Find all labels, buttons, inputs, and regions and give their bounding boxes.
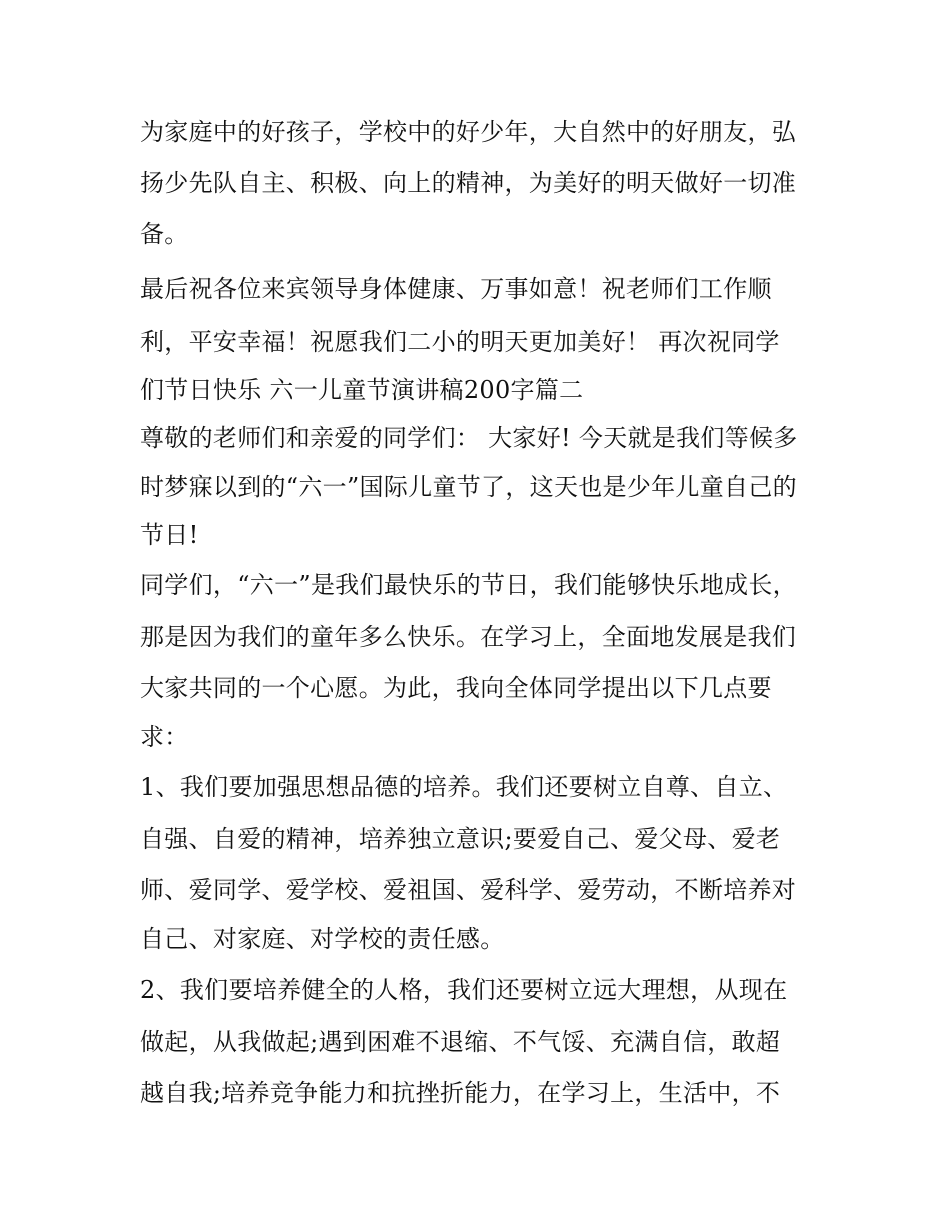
text-line: 扬少先队自主、积极、向上的精神，为美好的明天做好一切准 xyxy=(140,169,797,197)
text-line: 做起，从我做起;遇到困难不退缩、不气馁、充满自信，敢超 xyxy=(140,1028,781,1056)
text-line: 同学们，“六一”是我们最快乐的节日，我们能够快乐地成长， xyxy=(140,571,797,599)
document-body xyxy=(140,107,830,1119)
heading-line: 们节日快乐 六一儿童节演讲稿200字篇二 xyxy=(140,376,584,404)
text-line: 时梦寐以到的“六一”国际儿童节了，这天也是少年儿童自己的 xyxy=(140,473,797,501)
text-line: 自己、对家庭、对学校的责任感。 xyxy=(140,925,505,953)
text-line: 那是因为我们的童年多么快乐。在学习上，全面地发展是我们 xyxy=(140,623,797,651)
text-line: 大家共同的一个心愿。为此，我向全体同学提出以下几点要 xyxy=(140,674,772,702)
text-line: 求： xyxy=(140,723,189,751)
text-line: 最后祝各位来宾领导身体健康、万事如意！祝老师们工作顺 xyxy=(140,275,772,303)
text-line: 2、我们要培养健全的人格，我们还要树立远大理想，从现在 xyxy=(140,976,788,1004)
text-line: 备。 xyxy=(140,220,189,248)
text-line: 尊敬的老师们和亲爱的同学们： 大家好! 今天就是我们等候多 xyxy=(140,424,798,452)
text-line: 师、爱同学、爱学校、爱祖国、爱科学、爱劳动，不断培养对 xyxy=(140,876,797,904)
text-line: 利，平安幸福！祝愿我们二小的明天更加美好！ 再次祝同学 xyxy=(140,328,780,356)
text-line: 越自我;培养竞争能力和抗挫折能力，在学习上，生活中，不 xyxy=(140,1079,781,1107)
text-line: 自强、自爱的精神，培养独立意识;要爱自己、爱父母、爱老 xyxy=(140,825,781,853)
text-line: 节日! xyxy=(140,521,199,549)
text-line: 1、我们要加强思想品德的培养。我们还要树立自尊、自立、 xyxy=(140,773,788,801)
text-line: 为家庭中的好孩子，学校中的好少年，大自然中的好朋友，弘 xyxy=(140,118,797,146)
